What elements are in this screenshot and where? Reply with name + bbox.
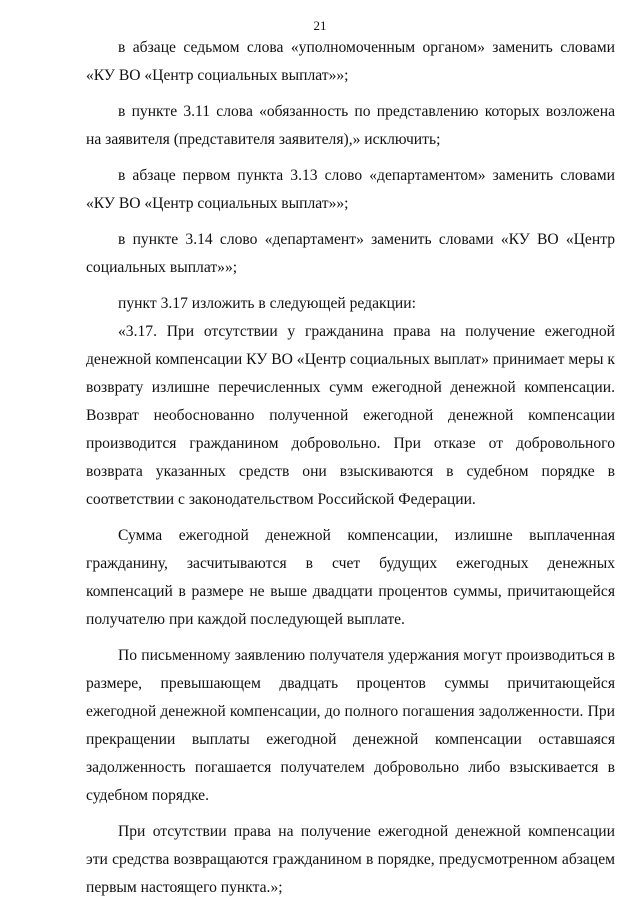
page-number: 21 xyxy=(313,18,327,33)
paragraph-amend-punkt-3-13: в абзаце первом пункта 3.13 слово «департаментом» заменить словами «КУ ВО «Центр социальных выплат»»; xyxy=(86,167,615,212)
paragraph-written-request: По письменному заявлению получателя удержания могут производиться в размере, превышающем двадцать процентов суммы причитающейся ежегодной денежной компенсации, до полного погашения задолженности. При прекращении выплаты ежегодной денежной компенсации оставшаяся задолженность погашается получателем добровольно либо взыскивается в судебном порядке. xyxy=(86,647,615,804)
paragraph-amend-punkt-3-14: в пункте 3.14 слово «департамент» заменить словами «КУ ВО «Центр социальных выплат»»; xyxy=(86,231,615,276)
paragraph-amend-abzac-7: в абзаце седьмом слова «уполномоченным органом» заменить словами «КУ ВО «Центр социальных выплат»»; xyxy=(86,39,615,84)
paragraph-no-right-return: При отсутствии права на получение ежегодной денежной компенсации эти средства возвращаются гражданином в порядке, предусмотренном абзацем первым настоящего пункта.»; xyxy=(86,823,615,896)
paragraph-amend-punkt-3-17-intro: пункт 3.17 изложить в следующей редакции: xyxy=(118,295,416,312)
paragraph-overpayment-offset: Сумма ежегодной денежной компенсации, излишне выплаченная гражданину, засчитываются в счет будущих ежегодных денежных компенсаций в размере не выше двадцати процентов суммы, причитающейся получателю при каждой последующей выплате. xyxy=(86,527,615,628)
paragraph-punkt-3-17-text: «3.17. При отсутствии у гражданина права на получение ежегодной денежной компенсации КУ ВО «Центр социальных выплат» принимает меры к возврату излишне перечисленных сумм ежегодной денежной компенсации. Возврат необоснованно полученной ежегодной денежной компенсации производится гражданином добровольно. При отказе от добровольного возврата указанных средств они взыскиваются в судебном порядке в соответствии с законодательством Российской Федерации. xyxy=(86,323,615,508)
paragraph-amend-punkt-3-11: в пункте 3.11 слова «обязанность по представлению которых возложена на заявителя (представителя заявителя),» исключить; xyxy=(86,103,615,148)
document-body xyxy=(86,34,615,902)
